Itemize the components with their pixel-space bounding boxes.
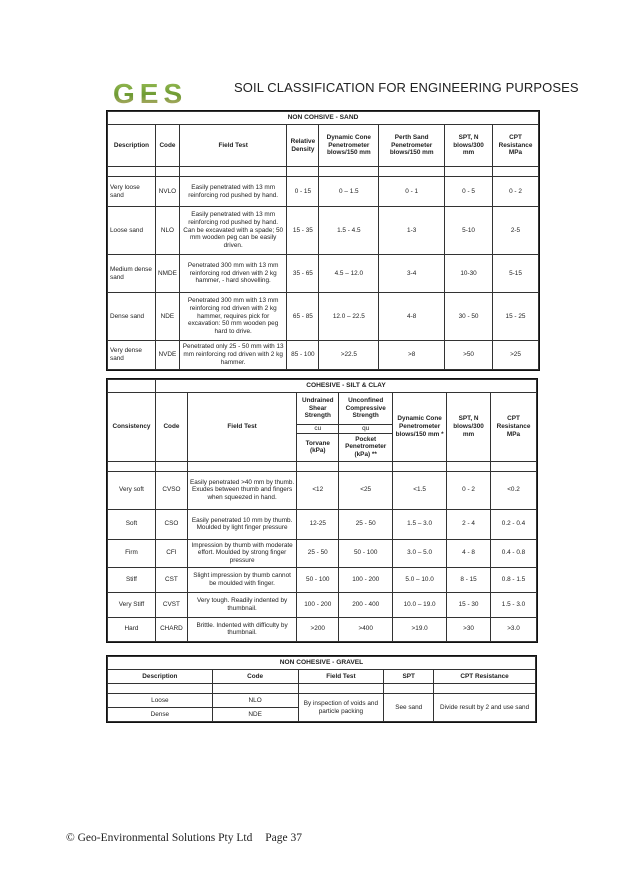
table-row: [108, 207, 539, 255]
cell-value: >22.5: [319, 341, 379, 370]
header-field-test: Field Test: [298, 670, 384, 684]
cell-field-test: Very tough. Readily indented by thumbnail.: [187, 592, 296, 617]
cell-value: 12.0 – 22.5: [319, 293, 379, 341]
cell-code: CHARD: [155, 617, 187, 641]
cell-field-test: Penetrated 300 mm with 13 mm reinforcing rod driven with 2 kg hammer, requires pick for excavation: 50 mm wooden peg hard to drive.: [179, 293, 286, 341]
cell-code: NMDE: [155, 255, 179, 293]
header-description: Description: [108, 125, 156, 167]
header-field-test: Field Test: [179, 125, 286, 167]
cell-value: >25: [493, 341, 539, 370]
cell-code: CVSO: [155, 471, 187, 509]
cell-value: 10-30: [445, 255, 493, 293]
cell-value: >400: [339, 617, 393, 641]
header-cpt: CPT Resistance MPa: [493, 125, 539, 167]
table-row: [108, 617, 537, 641]
cell-description: Dense: [108, 708, 213, 722]
cell-value: 0 - 1: [379, 177, 445, 207]
cell-value: 0 - 2: [447, 471, 491, 509]
cell-value: 25 - 50: [339, 509, 393, 539]
spacer-row: [108, 461, 537, 471]
cell-value: >8: [379, 341, 445, 370]
cell-value: <1.5: [393, 471, 447, 509]
header-spt: SPT, N blows/300 mm: [447, 393, 491, 462]
cell-value: 0 - 15: [287, 177, 319, 207]
cell-description: Medium dense sand: [108, 255, 156, 293]
cell-value: 15 - 30: [447, 592, 491, 617]
cell-value: 200 - 400: [339, 592, 393, 617]
page-title: SOIL CLASSIFICATION FOR ENGINEERING PURPOSES: [234, 80, 579, 95]
cell-cpt: Divide result by 2 and use sand: [434, 694, 536, 722]
cell-value: 25 - 50: [297, 539, 339, 567]
cell-code: NLO: [155, 207, 179, 255]
cell-field-test: Penetrated 300 mm with 13 mm reinforcing rod driven with 2 kg hammer, - hard shovelling.: [179, 255, 286, 293]
cell-value: 1.5 - 4.5: [319, 207, 379, 255]
cell-value: 50 - 100: [297, 567, 339, 592]
cell-value: 5-15: [493, 255, 539, 293]
header-dcp: Dynamic Cone Penetrometer blows/150 mm *: [393, 393, 447, 462]
cell-value: 35 - 65: [287, 255, 319, 293]
cell-field-test: Brittle. Indented with difficulty by thumbnail.: [187, 617, 296, 641]
cell-field-test: Easily penetrated with 13 mm reinforcing rod pushed by hand.: [179, 177, 286, 207]
cell-value: 4.5 – 12.0: [319, 255, 379, 293]
footer-copyright: © Geo-Environmental Solutions Pty Ltd: [66, 832, 253, 844]
cell-field-test: By inspection of voids and particle packing: [298, 694, 384, 722]
header-torvane: Torvane (kPa): [297, 433, 339, 461]
cell-value: 4 - 8: [447, 539, 491, 567]
cell-description: Loose: [108, 694, 213, 708]
header-spt: SPT, N blows/300 mm: [445, 125, 493, 167]
table-row: [108, 341, 539, 370]
cell-description: Very loose sand: [108, 177, 156, 207]
cell-spt: See sand: [384, 694, 434, 722]
cell-field-test: Penetrated only 25 - 50 mm with 13 mm reinforcing rod driven with 2 kg hammer.: [179, 341, 286, 370]
header-pocket: Pocket Penetrometer (kPa) **: [339, 433, 393, 461]
cell-value: 1.5 – 3.0: [393, 509, 447, 539]
cell-value: 30 - 50: [445, 293, 493, 341]
table-row: [108, 592, 537, 617]
cell-consistency: Hard: [108, 617, 156, 641]
cell-code: CSO: [155, 509, 187, 539]
cell-field-test: Slight impression by thumb cannot be moulded with finger.: [187, 567, 296, 592]
caption-blank: [108, 380, 156, 393]
table-row: [108, 255, 539, 293]
cell-value: 1.5 - 3.0: [491, 592, 537, 617]
cell-value: >3.0: [491, 617, 537, 641]
header-qu: qu: [339, 425, 393, 434]
spacer-row: [108, 684, 536, 694]
cell-code: CST: [155, 567, 187, 592]
clay-table: [107, 379, 537, 642]
cell-value: 85 - 100: [287, 341, 319, 370]
cell-value: 15 - 35: [287, 207, 319, 255]
cell-value: 15 - 25: [493, 293, 539, 341]
cell-consistency: Very soft: [108, 471, 156, 509]
cell-value: 0 – 1.5: [319, 177, 379, 207]
header-code: Code: [155, 125, 179, 167]
cell-value: 2-5: [493, 207, 539, 255]
cell-value: 50 - 100: [339, 539, 393, 567]
cell-value: 2 - 4: [447, 509, 491, 539]
table-row: [108, 567, 537, 592]
cell-value: >30: [447, 617, 491, 641]
header-consistency: Consistency: [108, 393, 156, 462]
cell-field-test: Easily penetrated 10 mm by thumb. Moulded by light finger pressure: [187, 509, 296, 539]
cell-value: 0.8 - 1.5: [491, 567, 537, 592]
gravel-table: [107, 656, 536, 722]
cell-value: <0.2: [491, 471, 537, 509]
gravel-caption: NON COHESIVE - GRAVEL: [108, 657, 536, 670]
cell-value: 3.0 – 5.0: [393, 539, 447, 567]
cell-value: 4-8: [379, 293, 445, 341]
cell-value: 5-10: [445, 207, 493, 255]
header-code: Code: [212, 670, 298, 684]
cell-code: CFI: [155, 539, 187, 567]
table-row: [108, 471, 537, 509]
header-perth-sand: Perth Sand Penetrometer blows/150 mm: [379, 125, 445, 167]
cell-field-test: Easily penetrated >40 mm by thumb. Exudes between thumb and fingers when squeezed in hand.: [187, 471, 296, 509]
cell-value: 100 - 200: [297, 592, 339, 617]
sand-caption: NON COHSIVE - SAND: [108, 112, 539, 125]
cell-consistency: Stiff: [108, 567, 156, 592]
cell-code: NVDE: [155, 341, 179, 370]
cell-value: <25: [339, 471, 393, 509]
logo-text: GES: [113, 78, 188, 108]
cell-field-test: Easily penetrated with 13 mm reinforcing rod pushed by hand. Can be excavated with a spade; 50 mm wooden peg can be easily driven.: [179, 207, 286, 255]
header-cu: cu: [297, 425, 339, 434]
cell-value: 100 - 200: [339, 567, 393, 592]
ges-logo: [112, 78, 204, 108]
cell-value: 10.0 – 19.0: [393, 592, 447, 617]
cell-code: NVLO: [155, 177, 179, 207]
cell-value: >200: [297, 617, 339, 641]
header-shear: Undrained Shear Strength: [297, 393, 339, 425]
cell-value: 8 - 15: [447, 567, 491, 592]
cell-value: 0 - 2: [493, 177, 539, 207]
page-footer: [66, 832, 312, 844]
header-ucs: Unconfined Compressive Strength: [339, 393, 393, 425]
cell-description: Dense sand: [108, 293, 156, 341]
cell-value: <12: [297, 471, 339, 509]
spacer-row: [108, 167, 539, 177]
header-cpt: CPT Resistance MPa: [491, 393, 537, 462]
cell-value: >19.0: [393, 617, 447, 641]
sand-table: [107, 111, 539, 370]
table-row: [108, 293, 539, 341]
cell-description: Very dense sand: [108, 341, 156, 370]
clay-caption: COHESIVE - SILT & CLAY: [155, 380, 536, 393]
cell-field-test: Impression by thumb with moderate effort. Moulded by strong finger pressure: [187, 539, 296, 567]
table-row: [108, 539, 537, 567]
table-row: [108, 694, 536, 708]
header-relative-density: Relative Density: [287, 125, 319, 167]
cell-consistency: Soft: [108, 509, 156, 539]
cell-code: NLO: [212, 694, 298, 708]
cell-value: 1-3: [379, 207, 445, 255]
cell-code: NDE: [212, 708, 298, 722]
cell-value: 0 - 5: [445, 177, 493, 207]
table-row: [108, 509, 537, 539]
cell-code: NDE: [155, 293, 179, 341]
header-field-test: Field Test: [187, 393, 296, 462]
header-description: Description: [108, 670, 213, 684]
cell-consistency: Firm: [108, 539, 156, 567]
cell-consistency: Very Stiff: [108, 592, 156, 617]
cell-value: 0.2 - 0.4: [491, 509, 537, 539]
cell-value: 5.0 – 10.0: [393, 567, 447, 592]
header-code: Code: [155, 393, 187, 462]
cell-value: 0.4 - 0.8: [491, 539, 537, 567]
cell-value: 65 - 85: [287, 293, 319, 341]
cell-value: 3-4: [379, 255, 445, 293]
table-row: [108, 177, 539, 207]
footer-page-number: Page 37: [265, 832, 302, 844]
cell-code: CVST: [155, 592, 187, 617]
header-spt: SPT: [384, 670, 434, 684]
cell-value: >50: [445, 341, 493, 370]
header-dcp: Dynamic Cone Penetrometer blows/150 mm: [319, 125, 379, 167]
header-cpt: CPT Resistance: [434, 670, 536, 684]
cell-value: 12-25: [297, 509, 339, 539]
cell-description: Loose sand: [108, 207, 156, 255]
